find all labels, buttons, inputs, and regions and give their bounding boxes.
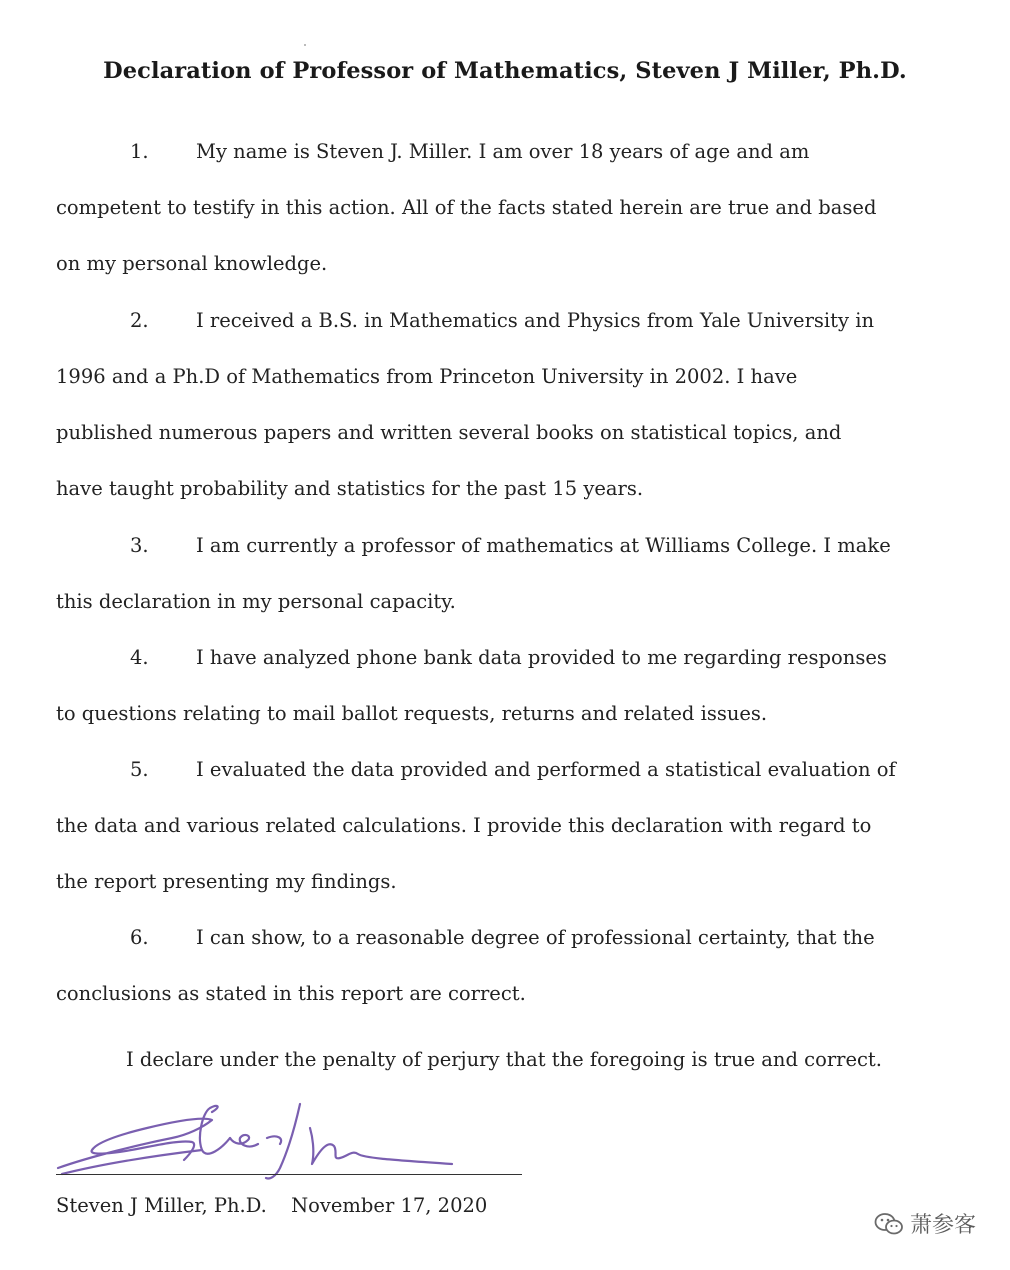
watermark	[874, 1208, 976, 1239]
paragraph-line: this declaration in my personal capacity.	[56, 590, 456, 613]
paragraph-line: 6. I can show, to a reasonable degree of professional certainty, that the	[56, 910, 974, 966]
scan-speck	[304, 44, 306, 46]
handwritten-signature-icon	[52, 1098, 472, 1184]
paragraph-5	[56, 742, 974, 910]
paragraph-number: 3.	[130, 534, 149, 557]
paragraph-number: 4.	[130, 646, 149, 669]
perjury-declaration: I declare under the penalty of perjury that the foregoing is true and correct.	[126, 1048, 882, 1071]
paragraph-3	[56, 518, 974, 630]
watermark-text: 萧参客	[909, 1213, 976, 1238]
signature-date: November 17, 2020	[291, 1194, 488, 1217]
paragraph-line: 1. My name is Steven J. Miller. I am over 18 years of age and am	[56, 124, 974, 180]
paragraph-number: 1.	[130, 140, 149, 163]
paragraph-6	[56, 910, 974, 1022]
paragraph-line: the data and various related calculations. I provide this declaration with regard to	[56, 814, 872, 837]
paragraph-line: competent to testify in this action. All of the facts stated herein are true and based	[56, 196, 877, 219]
paragraph-line: have taught probability and statistics for the past 15 years.	[56, 477, 644, 500]
signature-line	[56, 1174, 522, 1175]
paragraph-1	[56, 124, 974, 292]
wechat-icon	[874, 1212, 904, 1236]
paragraph-4	[56, 630, 974, 742]
paragraph-line: the report presenting my findings.	[56, 870, 397, 893]
paragraph-line: conclusions as stated in this report are correct.	[56, 982, 526, 1005]
paragraph-line: 2. I received a B.S. in Mathematics and Physics from Yale University in	[56, 293, 974, 349]
paragraph-2	[56, 293, 974, 517]
paragraph-line: 3. I am currently a professor of mathematics at Williams College. I make	[56, 518, 974, 574]
paragraph-line: 1996 and a Ph.D of Mathematics from Princeton University in 2002. I have	[56, 365, 798, 388]
signer-name: Steven J Miller, Ph.D.	[56, 1194, 267, 1217]
document-title: Declaration of Professor of Mathematics, Steven J Miller, Ph.D.	[103, 58, 907, 84]
paragraph-line: on my personal knowledge.	[56, 252, 328, 275]
signature-caption	[56, 1194, 487, 1217]
paragraph-line: published numerous papers and written several books on statistical topics, and	[56, 421, 842, 444]
paragraph-line: 4. I have analyzed phone bank data provided to me regarding responses	[56, 630, 974, 686]
paragraph-line: to questions relating to mail ballot requests, returns and related issues.	[56, 702, 768, 725]
paragraph-number: 6.	[130, 926, 149, 949]
paragraph-line: 5. I evaluated the data provided and performed a statistical evaluation of	[56, 742, 974, 798]
paragraph-number: 2.	[130, 309, 149, 332]
paragraph-number: 5.	[130, 758, 149, 781]
